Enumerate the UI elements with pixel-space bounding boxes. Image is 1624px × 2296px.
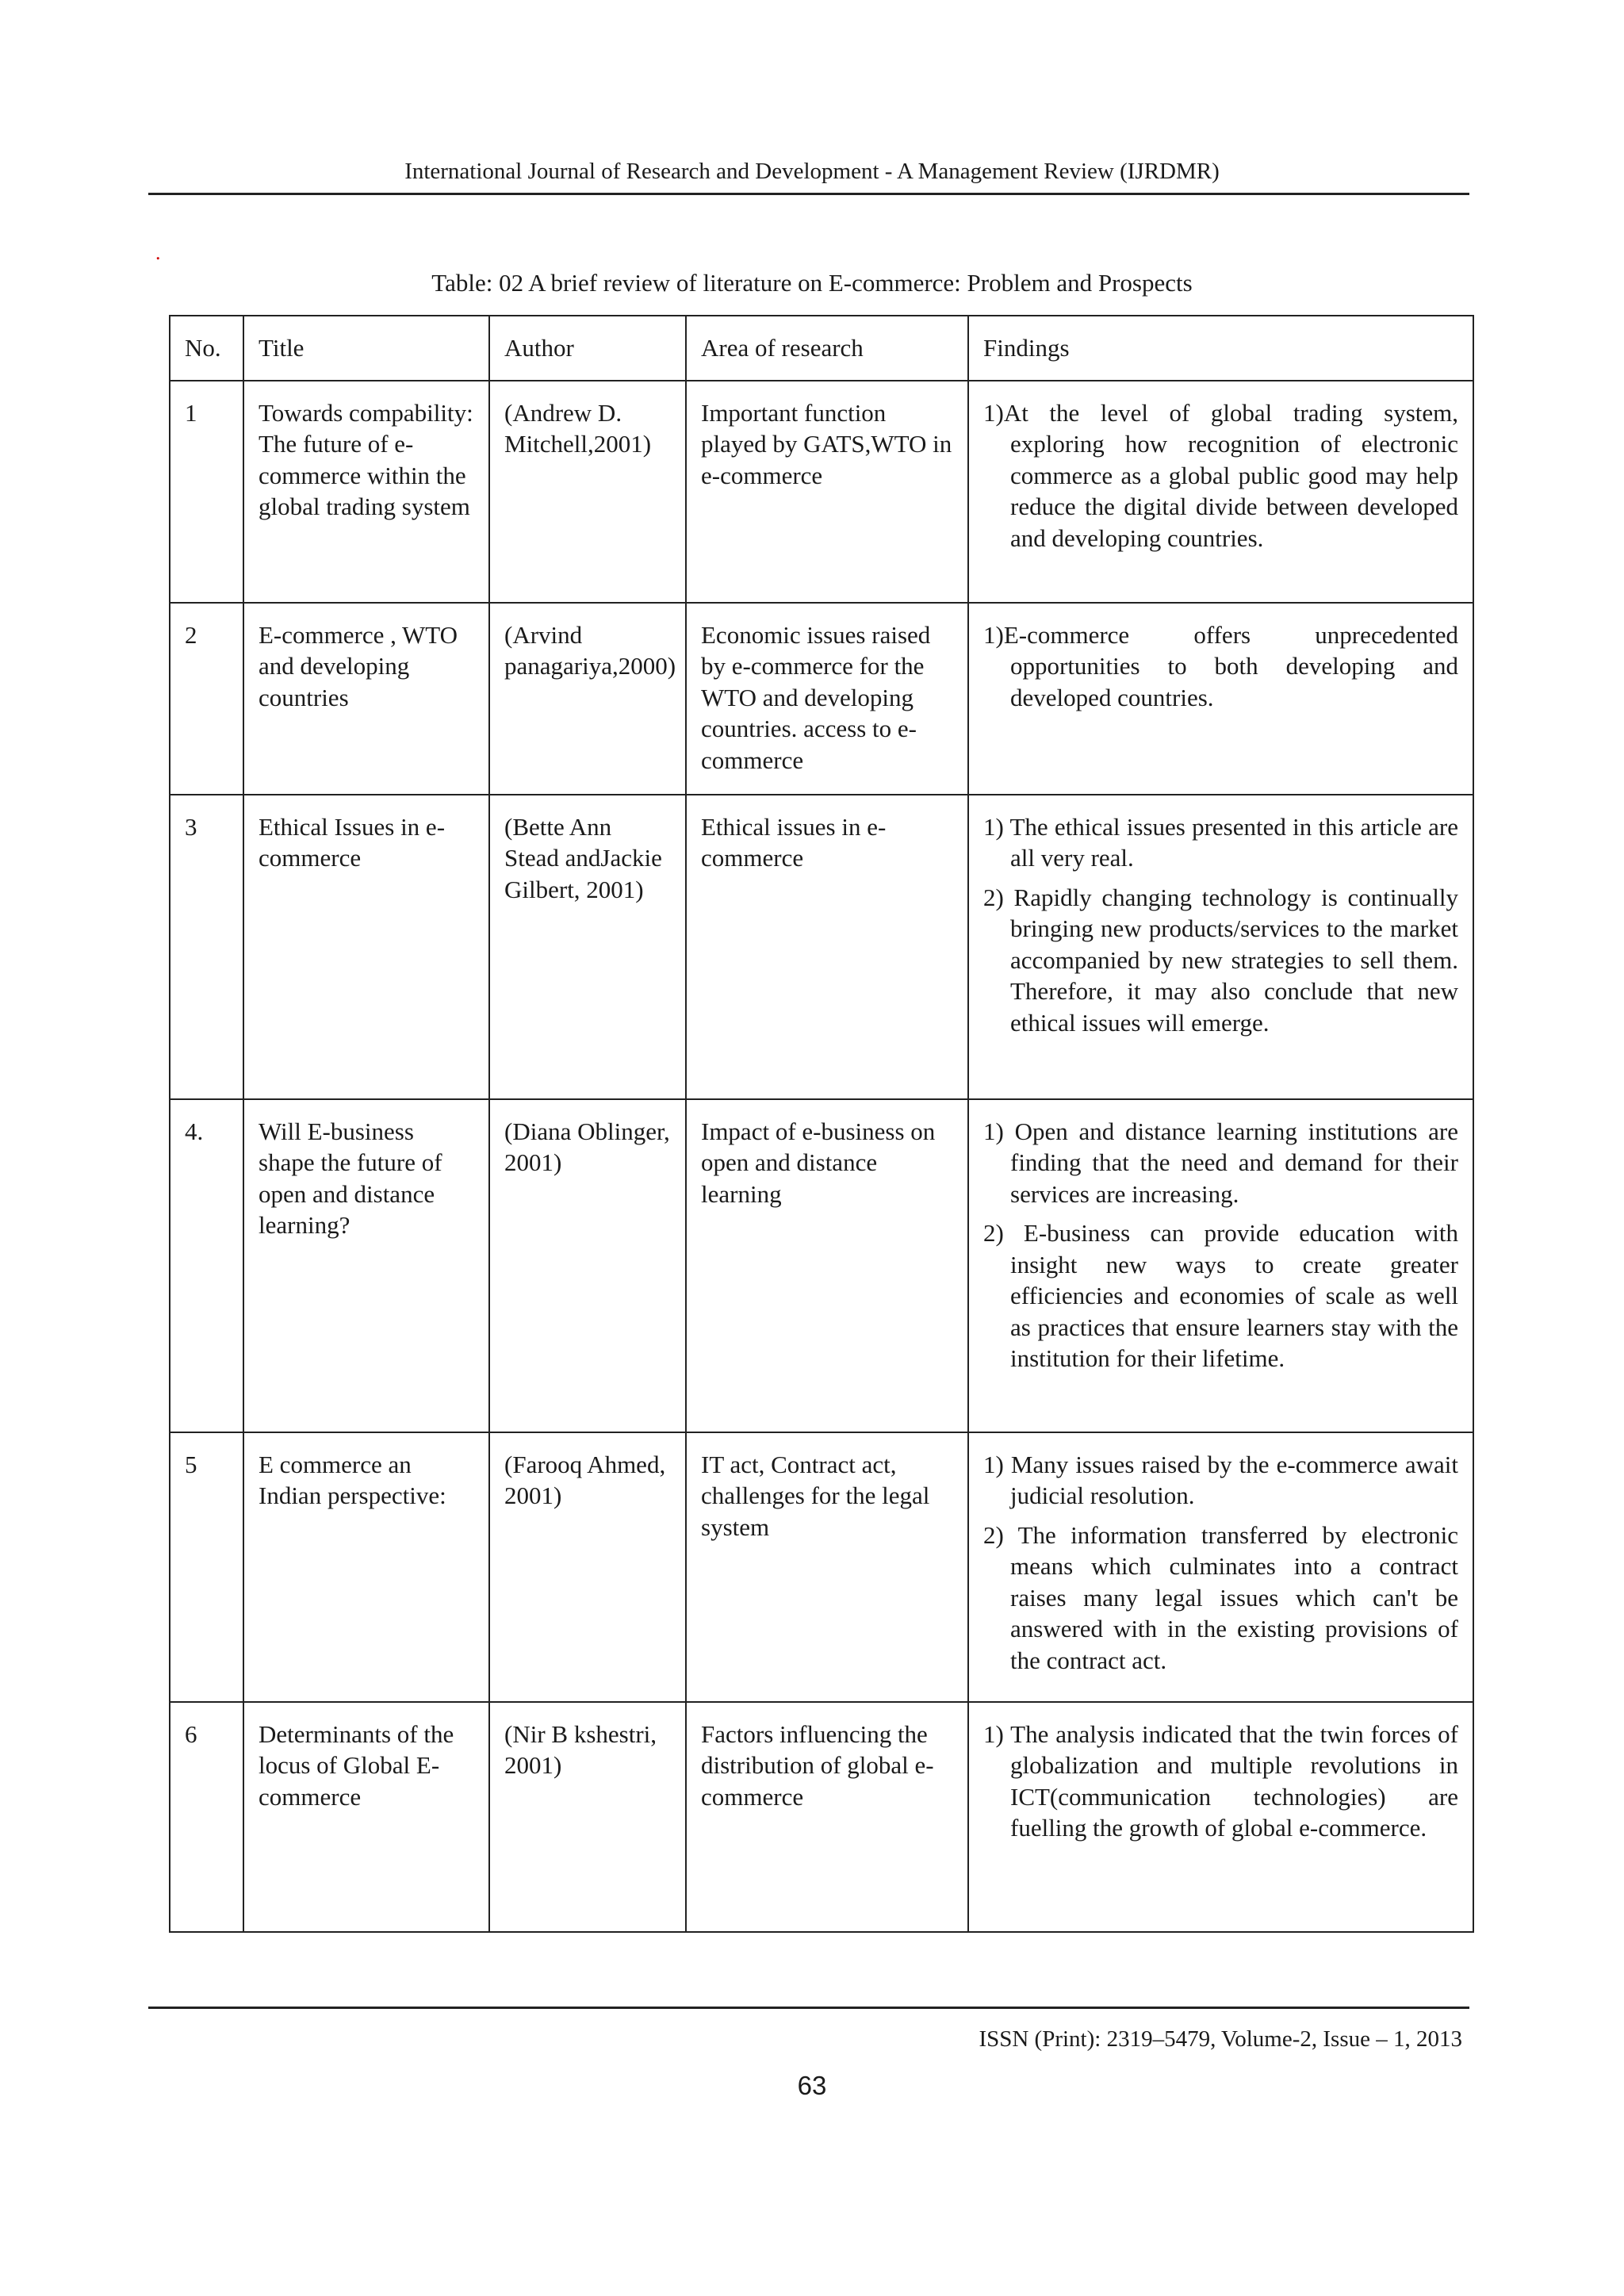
- cell-author: (Farooq Ahmed, 2001): [489, 1432, 686, 1702]
- table-row: [170, 381, 1473, 603]
- cell-no: 1: [170, 381, 243, 603]
- cell-area: Economic issues raised by e-commerce for the WTO and developing countries. access to e-commerce: [686, 603, 968, 795]
- finding-item: 2) The information transferred by electronic means which culminates into a contract raises many legal issues which can't be answered with in the existing provisions of the contract act.: [983, 1520, 1458, 1674]
- cell-no: 2: [170, 603, 243, 795]
- finding-item: 1)At the level of global trading system, exploring how recognition of electronic commerce as a global public good may help reduce the digital divide between developed and developing countries.: [983, 398, 1458, 552]
- table-caption: Table: 02 A brief review of literature on E-commerce: Problem and Prospects: [431, 269, 1193, 297]
- cell-title: Will E-business shape the future of open and distance learning?: [243, 1099, 489, 1432]
- cell-findings: [968, 1099, 1473, 1432]
- finding-item: 1)E-commerce offers unprecedented opportunities to both developing and developed countries.: [983, 620, 1458, 711]
- cell-area: IT act, Contract act, challenges for the legal system: [686, 1432, 968, 1702]
- table-body: [170, 381, 1473, 1932]
- header-rule: [148, 193, 1469, 195]
- column-header-author: Author: [489, 316, 686, 381]
- page-number: 63: [797, 2071, 827, 2100]
- finding-item: 2) Rapidly changing technology is continually bringing new products/services to the market accompanied by new strategies to sell them. Therefore, it may also conclude that new ethical issues will emerge.: [983, 883, 1458, 1037]
- finding-item: 1) The analysis indicated that the twin forces of globalization and multiple revolutions in ICT(communication technologies) are fuelling the growth of global e-commerce.: [983, 1719, 1458, 1842]
- cell-findings: [968, 381, 1473, 603]
- cell-author: (Andrew D. Mitchell,2001): [489, 381, 686, 603]
- cell-findings: [968, 1702, 1473, 1932]
- cell-title: E commerce an Indian perspective:: [243, 1432, 489, 1702]
- cell-findings: [968, 795, 1473, 1099]
- journal-header: International Journal of Research and Development - A Management Review (IJRDMR): [404, 159, 1220, 184]
- column-header-area: Area of research: [686, 316, 968, 381]
- cell-area: Factors influencing the distribution of global e-commerce: [686, 1702, 968, 1932]
- table-header-row: [170, 316, 1473, 381]
- literature-review-table: [169, 315, 1474, 1933]
- cell-author: (Arvind panagariya,2000): [489, 603, 686, 795]
- column-header-no: No.: [170, 316, 243, 381]
- cell-findings: [968, 1432, 1473, 1702]
- cell-area: Ethical issues in e-commerce: [686, 795, 968, 1099]
- table-row: [170, 603, 1473, 795]
- cell-title: Ethical Issues in e-commerce: [243, 795, 489, 1099]
- table-row: [170, 1099, 1473, 1432]
- issn-line: ISSN (Print): 2319–5479, Volume-2, Issue – 1, 2013: [979, 2026, 1462, 2052]
- cell-area: Impact of e-business on open and distance learning: [686, 1099, 968, 1432]
- finding-item: 2) E-business can provide education with insight new ways to create greater efficiencies and economies of scale as well as practices that ensure learners stay with the institution for their lifetime.: [983, 1219, 1458, 1372]
- column-header-title: Title: [243, 316, 489, 381]
- footer-rule: [148, 2007, 1469, 2009]
- cell-no: 3: [170, 795, 243, 1099]
- finding-item: 1) Many issues raised by the e-commerce await judicial resolution.: [983, 1450, 1458, 1509]
- cell-no: 4.: [170, 1099, 243, 1432]
- cell-title: E-commerce , WTO and developing countries: [243, 603, 489, 795]
- cell-no: 5: [170, 1432, 243, 1702]
- cell-title: Determinants of the locus of Global E-commerce: [243, 1702, 489, 1932]
- table-row: [170, 1702, 1473, 1932]
- cell-author: (Nir B kshestri, 2001): [489, 1702, 686, 1932]
- cell-no: 6: [170, 1702, 243, 1932]
- finding-item: 1) The ethical issues presented in this article are all very real.: [983, 812, 1458, 872]
- cell-findings: [968, 603, 1473, 795]
- table-row: [170, 1432, 1473, 1702]
- cell-author: (Bette Ann Stead andJackie Gilbert, 2001): [489, 795, 686, 1099]
- cell-title: Towards compability: The future of e-commerce within the global trading system: [243, 381, 489, 603]
- column-header-findings: Findings: [968, 316, 1473, 381]
- cell-area: Important function played by GATS,WTO in e-commerce: [686, 381, 968, 603]
- cell-author: (Diana Oblinger, 2001): [489, 1099, 686, 1432]
- finding-item: 1) Open and distance learning institutions are finding that the need and demand for their services are increasing.: [983, 1117, 1458, 1208]
- table-row: [170, 795, 1473, 1099]
- red-marker: .: [155, 241, 161, 264]
